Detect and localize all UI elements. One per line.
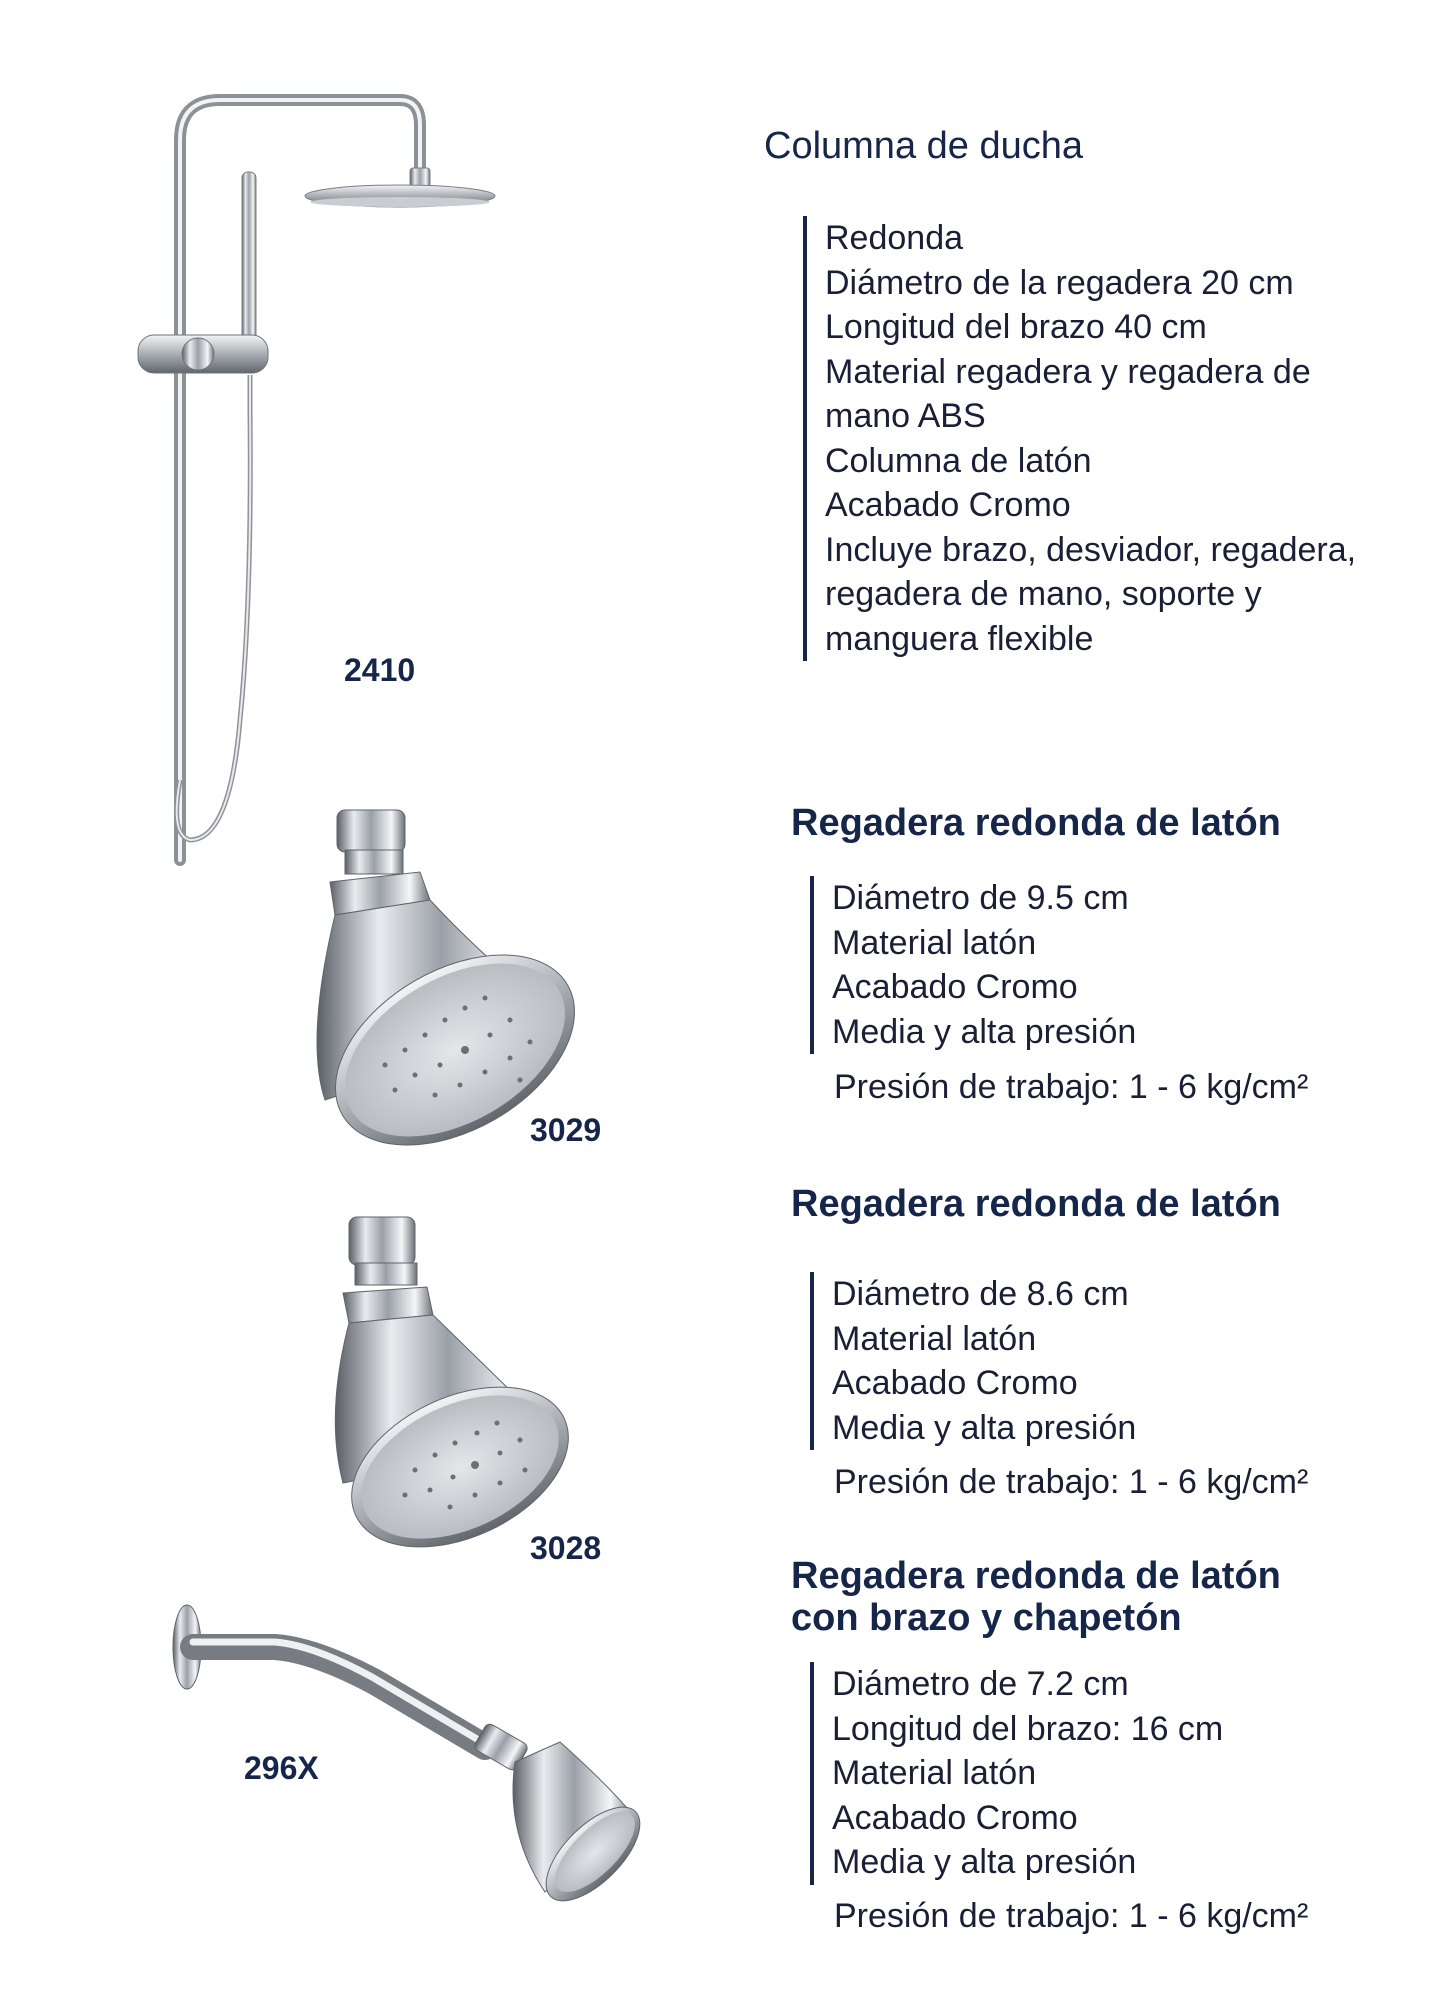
spec-line: Material regadera y regadera de	[825, 352, 1311, 391]
spec-line: Media y alta presión	[832, 1408, 1137, 1447]
spec-line: Material latón	[832, 923, 1037, 962]
spec-line: Diámetro de 7.2 cm	[832, 1665, 1129, 1703]
spec-line: Columna de latón	[825, 441, 1092, 480]
spec-line: Acabado Cromo	[832, 1798, 1078, 1837]
spec-line: Acabado Cromo	[825, 486, 1071, 524]
product-code-3028: 3028	[530, 1530, 602, 1566]
product-specs-column	[803, 216, 1356, 661]
spec-line: Incluye brazo, desviador, regadera,	[825, 530, 1357, 569]
product-code-296x: 296X	[244, 1750, 319, 1786]
pressure-3029: Presión de trabajo: 1 - 6 kg/cm²	[834, 1068, 1309, 1106]
spec-line: Diámetro de la regadera 20 cm	[825, 263, 1294, 302]
pressure-3028: Presión de trabajo: 1 - 6 kg/cm²	[834, 1463, 1309, 1501]
spec-line: Acabado Cromo	[832, 1364, 1078, 1402]
shower-column-image	[150, 80, 510, 860]
spec-line: Diámetro de 9.5 cm	[832, 879, 1129, 917]
title-line: con brazo y chapetón	[791, 1596, 1182, 1639]
shower-head-3029-image	[295, 810, 575, 1150]
product-title-column: Columna de ducha	[764, 125, 1083, 167]
spec-line: Redonda	[825, 219, 964, 257]
spec-line: Diámetro de 8.6 cm	[832, 1275, 1129, 1313]
shower-head-3028-image	[335, 1215, 575, 1545]
pressure-296x: Presión de trabajo: 1 - 6 kg/cm²	[834, 1897, 1309, 1935]
product-title-3028: Regadera redonda de latón	[791, 1183, 1281, 1225]
spec-line: mano ABS	[825, 397, 986, 435]
spec-line: Material latón	[832, 1754, 1037, 1792]
title-line: Regadera redonda de latón	[791, 1555, 1281, 1597]
shower-head-296x-image	[165, 1592, 645, 1912]
product-title-3029: Regadera redonda de latón	[791, 802, 1281, 844]
spec-line: Material latón	[832, 1319, 1037, 1358]
spec-line: Longitud del brazo: 16 cm	[832, 1709, 1224, 1748]
spec-line: Media y alta presión	[832, 1843, 1137, 1881]
spec-line: Media y alta presión	[832, 1012, 1137, 1051]
spec-line: Longitud del brazo 40 cm	[825, 308, 1207, 346]
spec-line: regadera de mano, soporte y	[825, 575, 1262, 613]
product-code-2410: 2410	[344, 652, 416, 688]
product-specs-3029	[810, 876, 1136, 1054]
spec-line: manguera flexible	[825, 619, 1094, 658]
product-title-296x	[791, 1556, 1281, 1640]
product-specs-3028	[810, 1272, 1136, 1450]
spec-line: Acabado Cromo	[832, 968, 1078, 1006]
product-code-3029: 3029	[530, 1112, 602, 1148]
product-specs-296x	[810, 1662, 1223, 1885]
